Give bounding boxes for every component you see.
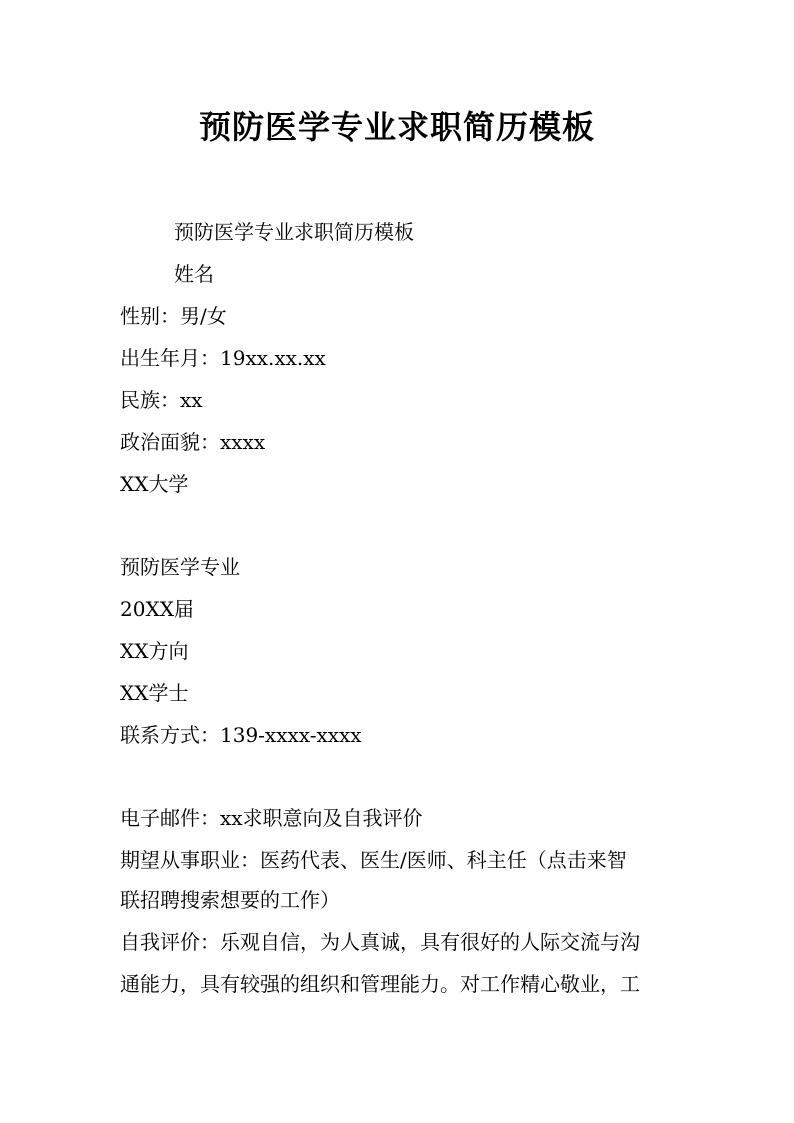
career-goal-line: 期望从事职业：医药代表、医生/医师、科主任（点击来智	[120, 848, 627, 872]
contact-line: 联系方式：139-xxxx-xxxx	[120, 723, 362, 747]
direction-line: XX方向	[120, 639, 189, 663]
major-line: 预防医学专业	[120, 555, 240, 579]
career-goal-continuation: 联招聘搜索想要的工作）	[120, 888, 340, 912]
document-title: 预防医学专业求职简历模板	[198, 108, 595, 146]
self-evaluation-continuation: 通能力，具有较强的组织和管理能力。对工作精心敬业，工	[120, 972, 640, 996]
birthdate-line: 出生年月：19xx.xx.xx	[120, 346, 326, 370]
graduation-year-line: 20XX届	[120, 597, 194, 621]
subtitle-line: 预防医学专业求职简历模板	[174, 220, 414, 244]
self-evaluation-line: 自我评价：乐观自信，为人真诚，具有很好的人际交流与沟	[120, 930, 640, 954]
ethnicity-line: 民族：xx	[120, 388, 203, 412]
degree-line: XX学士	[120, 681, 189, 705]
university-line: XX大学	[120, 472, 189, 496]
political-status-line: 政治面貌：xxxx	[120, 430, 266, 454]
email-line: 电子邮件：xx求职意向及自我评价	[120, 806, 423, 830]
gender-line: 性别：男/女	[120, 304, 227, 328]
name-label: 姓名	[174, 262, 214, 286]
